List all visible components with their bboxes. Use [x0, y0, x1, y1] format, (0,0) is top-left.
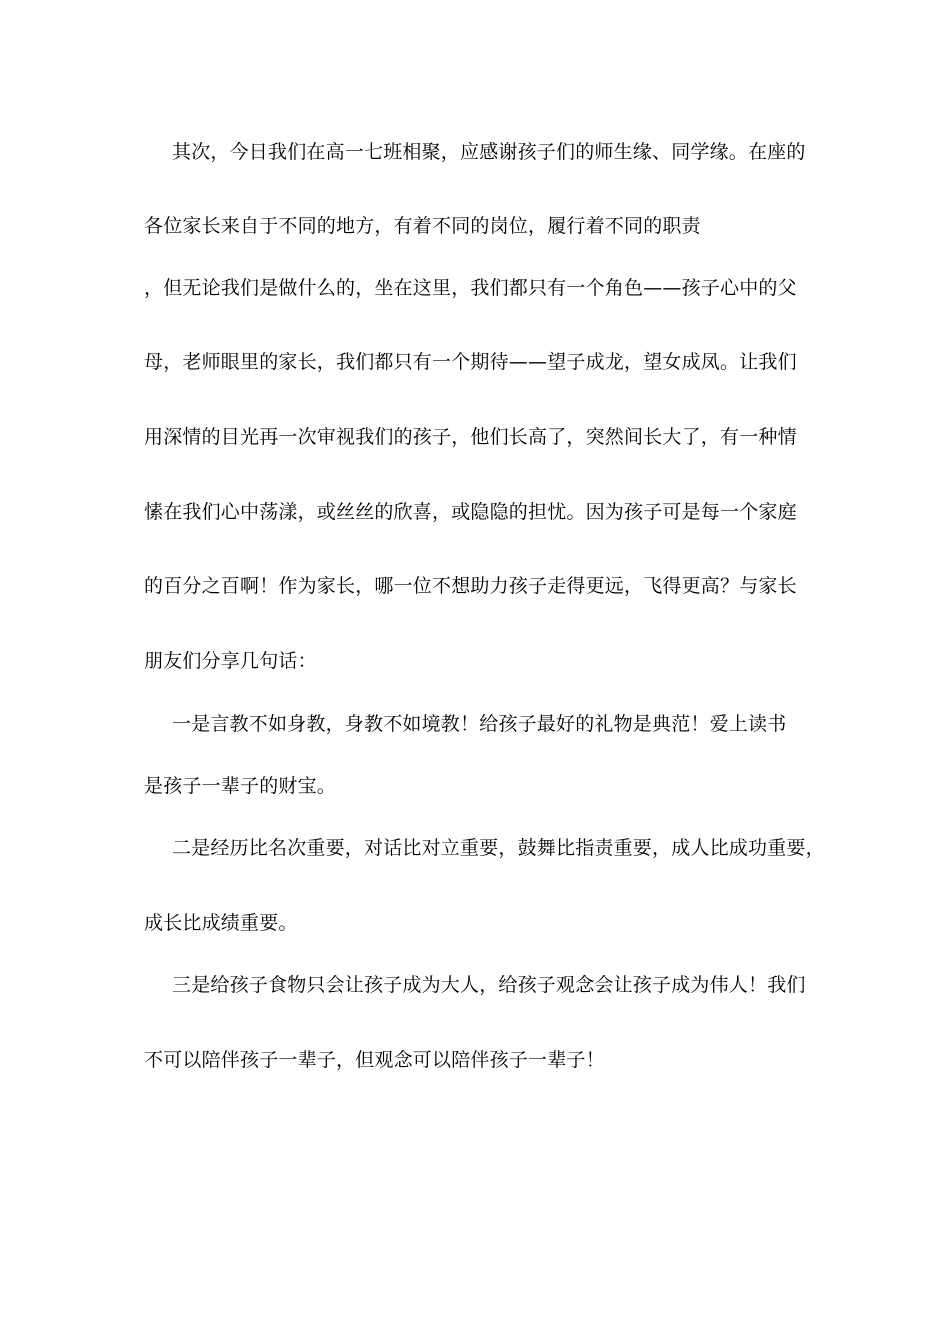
paragraph-2-line-5: 的百分之百啊！作为家长，哪一位不想助力孩子走得更远，飞得更高？与家长: [144, 575, 797, 597]
paragraph-2-line-2: 母，老师眼里的家长，我们都只有一个期待——望子成龙，望女成凤。让我们: [144, 351, 797, 373]
paragraph-1-line-1: 其次，今日我们在高一七班相聚，应感谢孩子们的师生缘、同学缘。在座的: [172, 141, 806, 163]
paragraph-2-line-6: 朋友们分享几句话：: [144, 650, 317, 672]
point-1-line-1: 一是言教不如身教，身教不如境教！给孩子最好的礼物是典范！爱上读书: [172, 713, 787, 735]
point-3-line-1: 三是给孩子食物只会让孩子成为大人，给孩子观念会让孩子成为伟人！我们: [172, 974, 806, 996]
paragraph-2-line-3: 用深情的目光再一次审视我们的孩子，他们长高了，突然间长大了，有一种情: [144, 426, 797, 448]
point-1-line-2: 是孩子一辈子的财宝。: [144, 775, 337, 797]
paragraph-2-line-4: 愫在我们心中荡漾，或丝丝的欣喜，或隐隐的担忧。因为孩子可是每一个家庭: [144, 501, 797, 523]
point-3-line-2: 不可以陪伴孩子一辈子，但观念可以陪伴孩子一辈子！: [144, 1049, 605, 1071]
point-2-line-1: 二是经历比名次重要，对话比对立重要，鼓舞比指责重要，成人比成功重要，: [172, 837, 825, 859]
paragraph-1-line-2: 各位家长来自于不同的地方，有着不同的岗位，履行着不同的职责: [144, 215, 701, 237]
paragraph-2-line-1: ，但无论我们是做什么的，坐在这里，我们都只有一个角色——孩子心中的父: [144, 277, 797, 299]
point-2-line-2: 成长比成绩重要。: [144, 912, 298, 934]
